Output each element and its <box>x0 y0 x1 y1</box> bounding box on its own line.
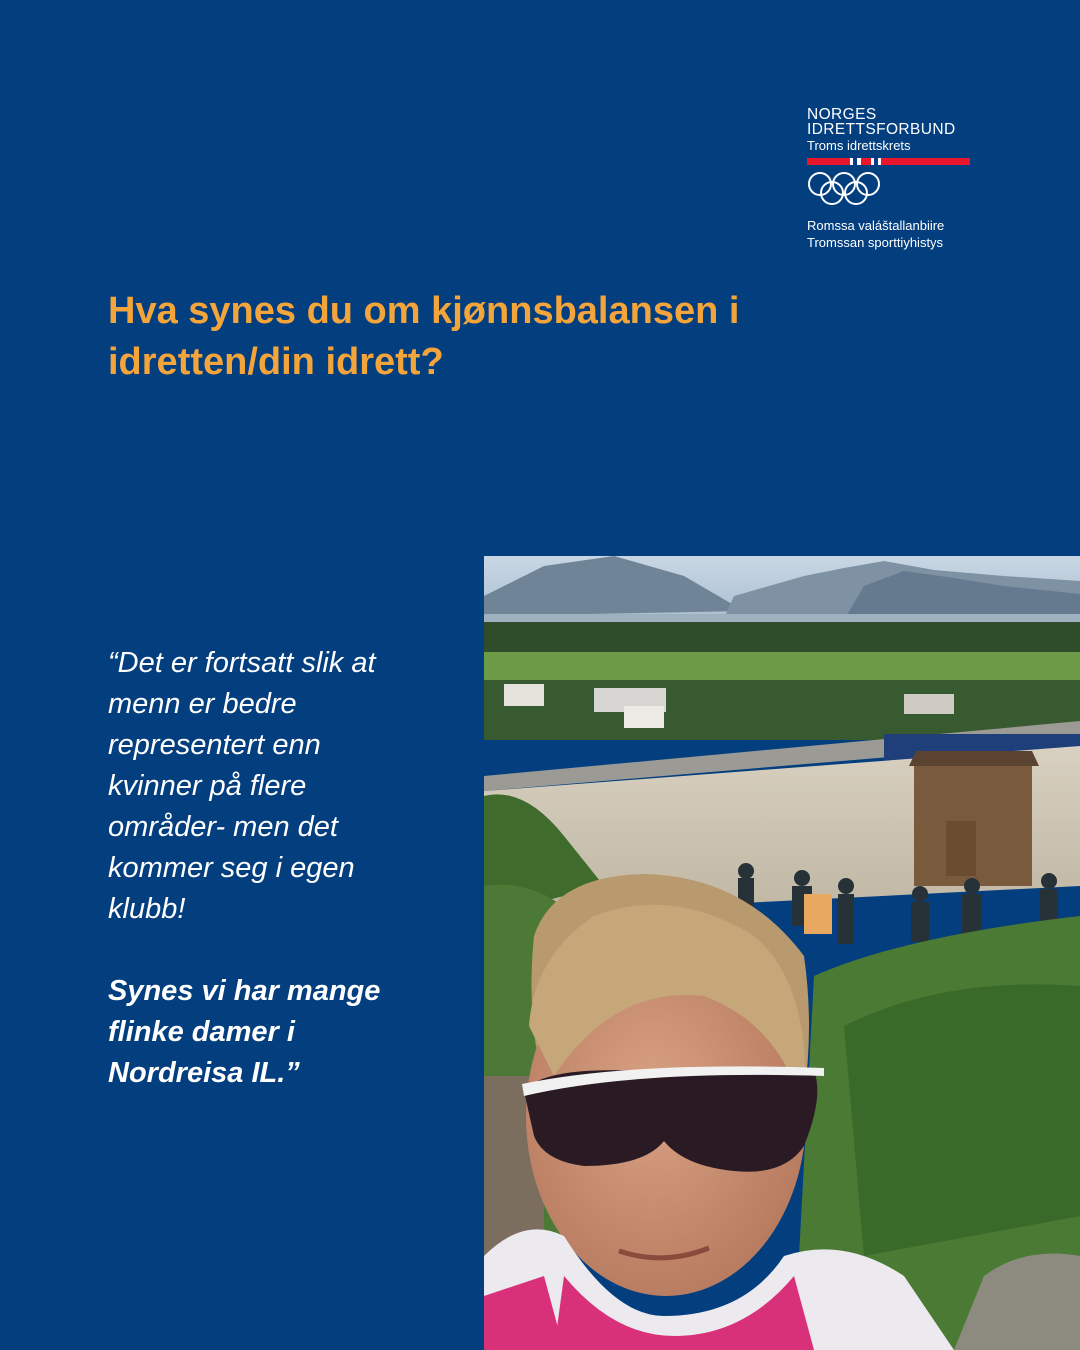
quote-text: “Det er fortsatt slik at menn er bedre representert enn kvinner på flere områder- men det kommer seg i egen klubb! <box>108 647 376 925</box>
logo-line-norges: NORGES <box>807 106 877 123</box>
logo-line-kven: Tromssan sporttiyhistys <box>807 235 944 250</box>
logo-line-sami: Romssa valáštallanbiire <box>807 218 945 233</box>
logo-line-troms: Troms idrettskrets <box>807 138 911 153</box>
logo <box>807 107 1007 251</box>
quote-bold-text: Synes vi har mange flinke damer i Nordreisa IL.” <box>108 975 381 1089</box>
logo-line-idrettsforbund: IDRETTSFORBUND <box>807 121 956 138</box>
question-heading: Hva synes du om kjønnsbalansen i idretten/din idrett? <box>108 290 740 383</box>
selfie-photo <box>484 556 1080 1350</box>
norwegian-flag-stripe <box>807 158 970 165</box>
olympic-rings-icon <box>807 172 881 206</box>
